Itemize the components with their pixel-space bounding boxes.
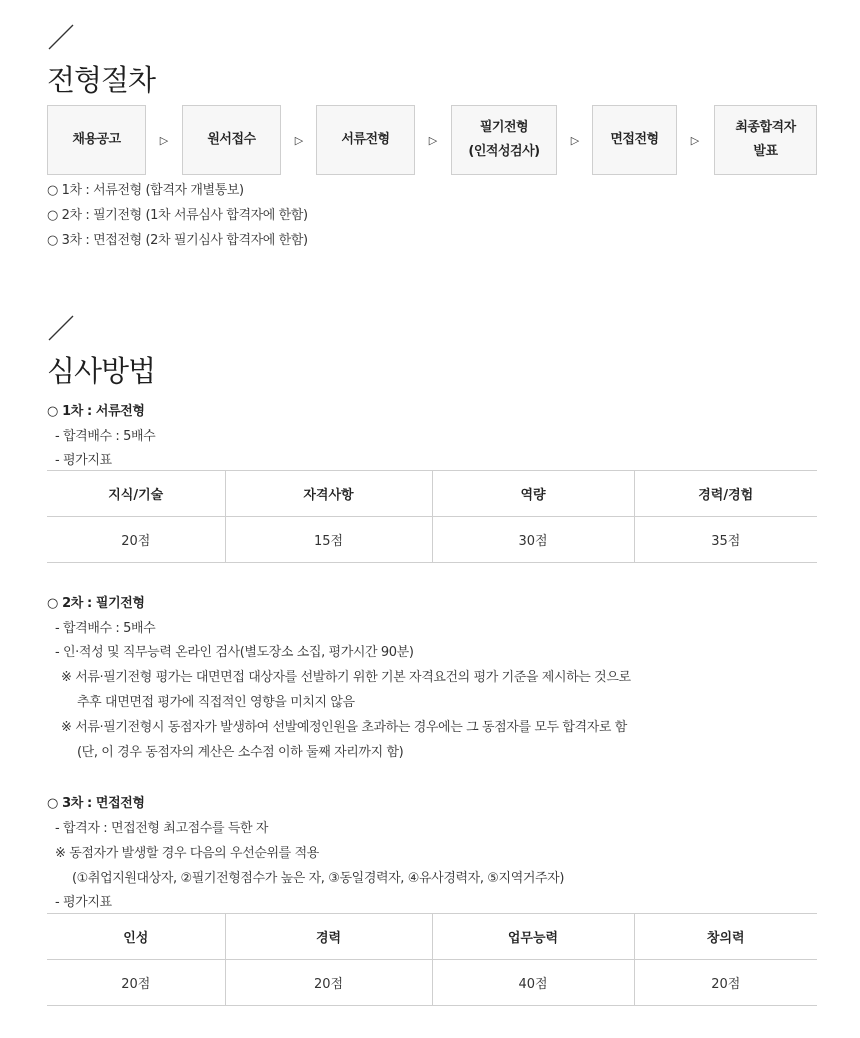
table-header-row (47, 471, 817, 517)
round2-line: (단, 이 경우 동점자의 계산은 소수점 이하 둘째 자리까지 함) (77, 745, 404, 760)
round2-line: 추후 대면면접 평가에 직접적인 영향을 미치지 않음 (77, 695, 355, 710)
arrow-right-icon: ▷ (570, 133, 580, 147)
section-slash-icon (48, 315, 74, 341)
table-cell: 20점 (225, 960, 432, 1006)
table-cell: 20점 (47, 960, 225, 1006)
process-flow (47, 105, 817, 175)
arrow-right-icon: ▷ (294, 133, 304, 147)
round3-line: (①취업지원대상자, ②필기전형점수가 높은 자, ③동일경력자, ④유사경력자, ⑤지역거주자) (72, 871, 564, 886)
round3-line: - 합격자 : 면접전형 최고점수를 득한 자 (55, 821, 269, 836)
round3-line: - 평가지표 (55, 895, 112, 910)
step-label: 채용공고 (72, 132, 121, 147)
step-6 (714, 105, 817, 175)
step-5 (592, 105, 677, 175)
step-label: 필기전형 (인적성검사) (468, 120, 540, 159)
process-note: ○ 1차 : 서류전형 (합격자 개별통보) (47, 183, 244, 198)
round3-heading: ○ 3차 : 면접전형 (47, 796, 145, 811)
table-cell: 30점 (432, 517, 634, 563)
round1-line: - 합격배수 : 5배수 (55, 429, 156, 444)
arrow-right-icon: ▷ (690, 133, 700, 147)
table-header-cell: 경력 (225, 914, 432, 960)
step-label: 면접전형 (610, 132, 659, 147)
table-header-cell: 경력/경험 (634, 471, 817, 517)
table-header-cell: 역량 (432, 471, 634, 517)
round1-score-table (47, 470, 817, 563)
round2-line: ※ 서류·필기전형시 동점자가 발생하여 선발예정인원을 초과하는 경우에는 그 동점자를 모두 합격자로 함 (61, 720, 627, 735)
arrow-right-icon: ▷ (159, 133, 169, 147)
step-1 (47, 105, 146, 175)
round2-line: - 합격배수 : 5배수 (55, 621, 156, 636)
round2-line: - 인·적성 및 직무능력 온라인 검사(별도장소 소집, 평가시간 90분) (55, 645, 414, 660)
round1-heading: ○ 1차 : 서류전형 (47, 404, 145, 419)
table-cell: 20점 (634, 960, 817, 1006)
table-cell: 35점 (634, 517, 817, 563)
round3-line: ※ 동점자가 발생할 경우 다음의 우선순위를 적용 (55, 846, 319, 861)
round2-line: ※ 서류·필기전형 평가는 대면면접 대상자를 선발하기 위한 기본 자격요건의 평가 기준을 제시하는 것으로 (61, 670, 631, 685)
round3-score-table (47, 913, 817, 1006)
table-row (47, 960, 817, 1006)
table-header-cell: 창의력 (634, 914, 817, 960)
table-cell: 40점 (432, 960, 634, 1006)
table-header-row (47, 914, 817, 960)
step-label: 원서접수 (207, 132, 256, 147)
section-title-process: 전형절차 (47, 63, 156, 97)
section-slash-icon (48, 24, 74, 50)
arrow-right-icon: ▷ (428, 133, 438, 147)
table-header-cell: 자격사항 (225, 471, 432, 517)
table-header-cell: 인성 (47, 914, 225, 960)
step-label: 서류전형 (341, 132, 390, 147)
table-cell: 15점 (225, 517, 432, 563)
table-header-cell: 업무능력 (432, 914, 634, 960)
table-header-cell: 지식/기술 (47, 471, 225, 517)
table-row (47, 517, 817, 563)
process-note: ○ 3차 : 면접전형 (2차 필기심사 합격자에 한함) (47, 233, 308, 248)
step-2 (182, 105, 281, 175)
round1-line: - 평가지표 (55, 453, 112, 468)
step-4 (451, 105, 557, 175)
process-note: ○ 2차 : 필기전형 (1차 서류심사 합격자에 한함) (47, 208, 308, 223)
step-label: 최종합격자 발표 (735, 120, 796, 159)
section-title-evaluation: 심사방법 (47, 354, 156, 388)
round2-heading: ○ 2차 : 필기전형 (47, 596, 145, 611)
table-cell: 20점 (47, 517, 225, 563)
step-3 (316, 105, 415, 175)
